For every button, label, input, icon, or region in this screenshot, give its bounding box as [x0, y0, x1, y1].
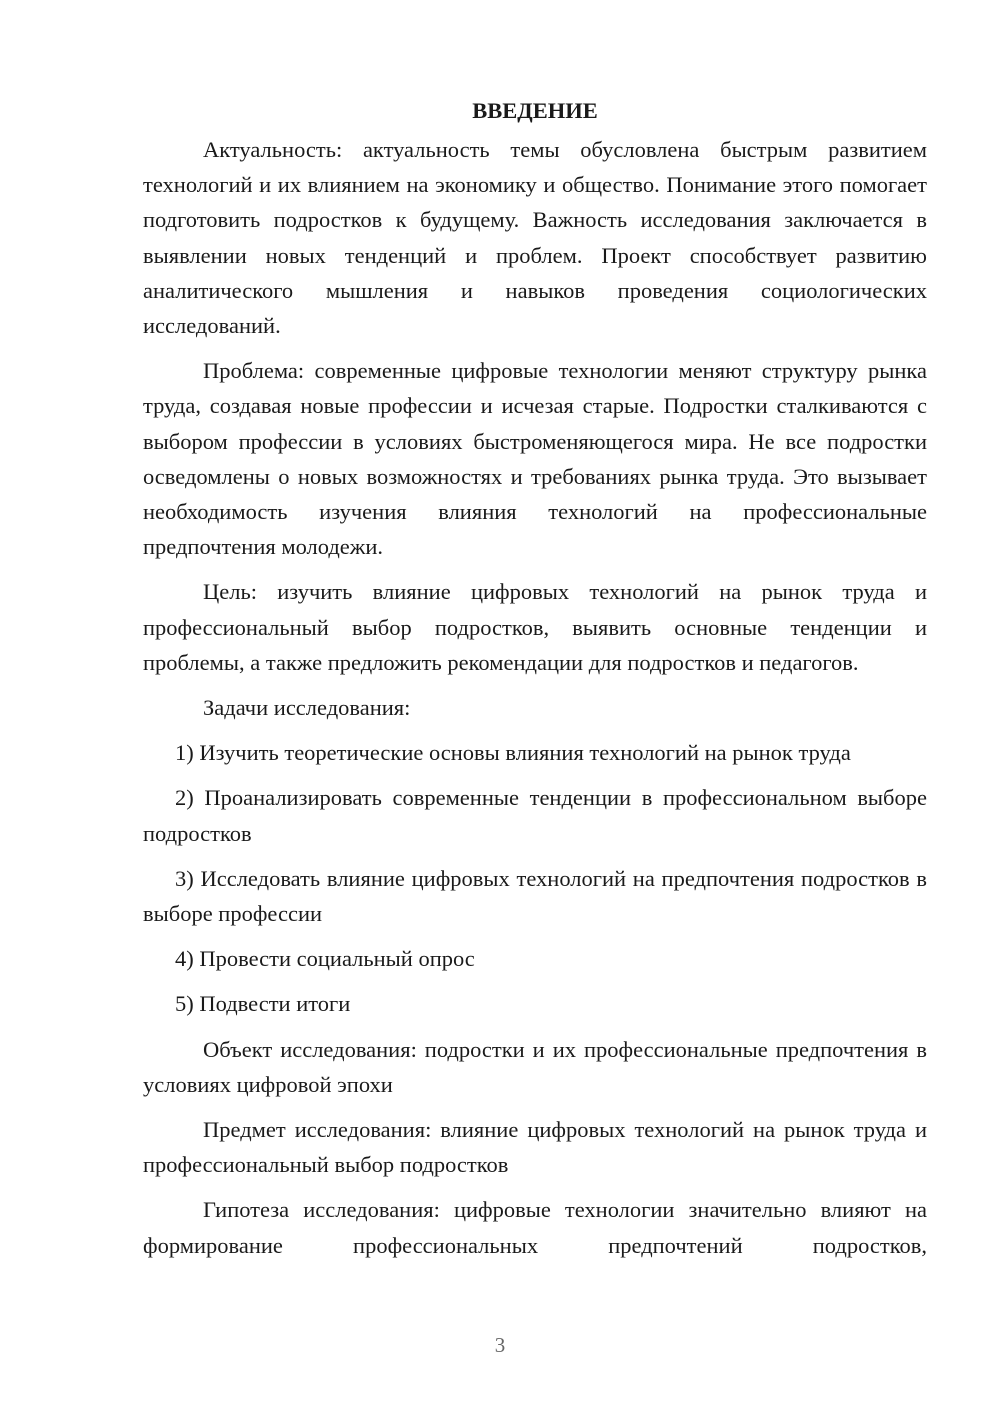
paragraph-problem: Проблема: современные цифровые технологии меняют структуру рынка труда, создавая новые профессии и исчезая старые. Подростки сталкиваются с выбором профессии в условиях быстроменяющегося мира. Не все подростки осведомлены о новых возможностях и требованиях рынка труда. Это вызывает необходимость изучения влияния технологий на профессиональные предпочтения молодежи.: [143, 358, 927, 560]
paragraph-goal: Цель: изучить влияние цифровых технологий на рынок труда и профессиональный выбор подростков, выявить основные тенденции и проблемы, а также предложить рекомендации для подростков и педагогов.: [143, 579, 927, 675]
paragraph-relevance: Актуальность: актуальность темы обусловлена быстрым развитием технологий и их влиянием на экономику и общество. Понимание этого помогает подготовить подростков к будущему. Важность исследования заключается в выявлении новых тенденций и проблем. Проект способствует развитию аналитического мышления и навыков проведения социологических исследований.: [143, 137, 927, 339]
paragraph-subject: Предмет исследования: влияние цифровых технологий на рынок труда и профессиональный выбор подростков: [143, 1117, 927, 1178]
task-item-1: 1) Изучить теоретические основы влияния технологий на рынок труда: [175, 740, 851, 766]
task-item-4: 4) Провести социальный опрос: [175, 946, 475, 972]
task-item-5: 5) Подвести итоги: [175, 991, 351, 1017]
document-body: [143, 92, 927, 1273]
section-title: ВВЕДЕНИЕ: [472, 98, 598, 123]
tasks-heading: Задачи исследования:: [203, 695, 411, 721]
task-item-2: 2) Проанализировать современные тенденции в профессиональном выборе подростков: [143, 785, 927, 846]
paragraph-object: Объект исследования: подростки и их профессиональные предпочтения в условиях цифровой эпохи: [143, 1036, 927, 1097]
task-item-3: 3) Исследовать влияние цифровых технологий на предпочтения подростков в выборе профессии: [143, 865, 927, 927]
page-number: 3: [494, 1333, 506, 1357]
paragraph-hypothesis: Гипотеза исследования: цифровые технологии значительно влияют на формирование профессиональных предпочтений подростков,: [143, 1197, 927, 1258]
